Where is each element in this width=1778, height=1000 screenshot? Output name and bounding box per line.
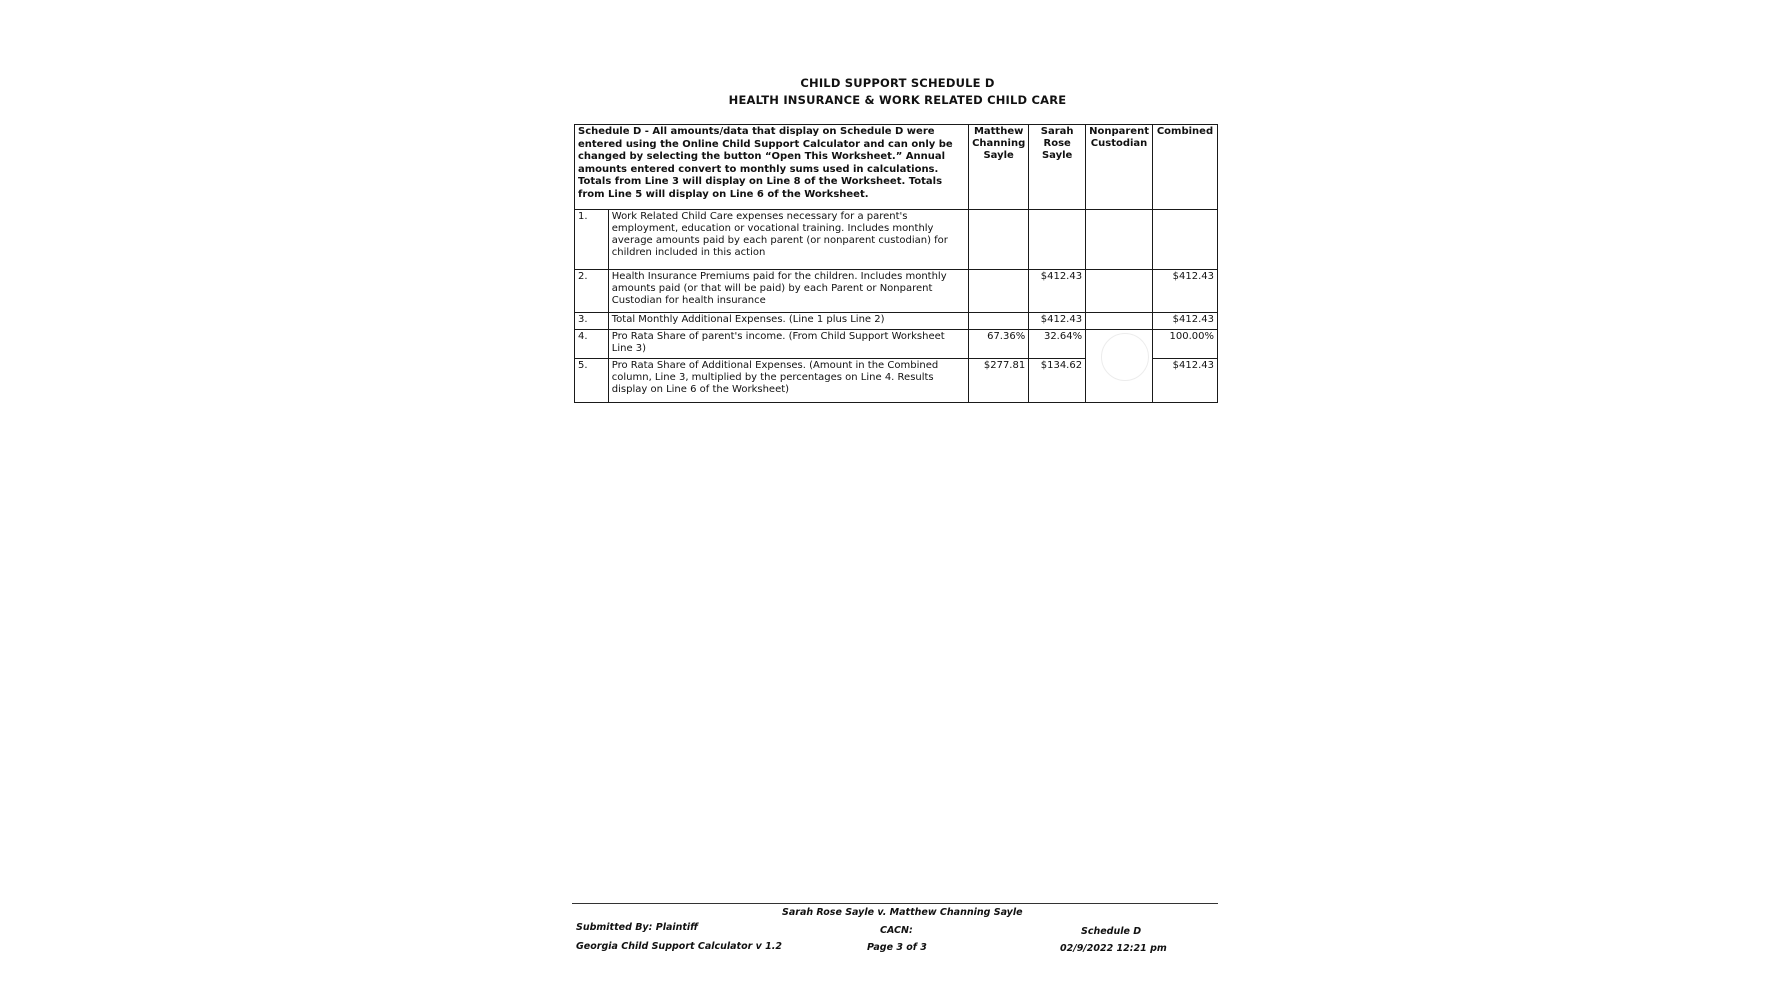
footer-cacn: CACN: xyxy=(880,925,913,936)
footer-page-number: Page 3 of 3 xyxy=(867,942,927,953)
combined-value: 100.00% xyxy=(1152,330,1217,359)
table-row xyxy=(575,330,1218,359)
matthew-value xyxy=(969,313,1029,330)
matthew-value xyxy=(969,210,1029,270)
document-subtitle: HEALTH INSURANCE & WORK RELATED CHILD CARE xyxy=(728,93,1067,107)
faint-seal-icon xyxy=(1101,333,1149,381)
table-row xyxy=(575,210,1218,270)
matthew-value: $277.81 xyxy=(969,359,1029,403)
sarah-value: $134.62 xyxy=(1029,359,1086,403)
line-description: Total Monthly Additional Expenses. (Line 1 plus Line 2) xyxy=(608,313,968,330)
footer-case-caption: Sarah Rose Sayle v. Matthew Channing Sayle xyxy=(782,907,1023,918)
line-number: 2. xyxy=(575,270,609,313)
footer-timestamp: 02/9/2022 12:21 pm xyxy=(1060,943,1167,954)
sarah-value xyxy=(1029,210,1086,270)
schedule-intro-text: Schedule D - All amounts/data that display on Schedule D were entered using the Online Child Support Calculator and can only be changed by selecting the button “Open This Worksheet.” Annual amounts entered convert to monthly sums used in calculations. Totals from Line 3 will display on Line 8 of the Worksheet. Totals from Line 5 will display on Line 6 of the Worksheet. xyxy=(575,125,969,210)
line-number: 4. xyxy=(575,330,609,359)
combined-value xyxy=(1152,210,1217,270)
line-number: 3. xyxy=(575,313,609,330)
column-header-combined: Combined xyxy=(1152,125,1217,210)
table-row xyxy=(575,313,1218,330)
sarah-value: $412.43 xyxy=(1029,270,1086,313)
nonparent-value xyxy=(1086,210,1153,270)
line-description: Health Insurance Premiums paid for the children. Includes monthly amounts paid (or that will be paid) by each Parent or Nonparent Custodian for health insurance xyxy=(608,270,968,313)
column-header-sarah: Sarah Rose Sayle xyxy=(1029,125,1086,210)
document-title: CHILD SUPPORT SCHEDULE D xyxy=(800,76,995,90)
footer-divider xyxy=(572,903,1218,904)
footer-schedule: Schedule D xyxy=(1081,926,1142,937)
line-number: 1. xyxy=(575,210,609,270)
matthew-value xyxy=(969,270,1029,313)
table-row xyxy=(575,270,1218,313)
matthew-value: 67.36% xyxy=(969,330,1029,359)
line-description: Pro Rata Share of parent's income. (From Child Support Worksheet Line 3) xyxy=(608,330,968,359)
nonparent-value xyxy=(1086,270,1153,313)
sarah-value: $412.43 xyxy=(1029,313,1086,330)
line-description: Work Related Child Care expenses necessary for a parent's employment, education or vocational training. Includes monthly average amounts paid by each parent (or nonparent custodian) for children included in this action xyxy=(608,210,968,270)
table-header-row xyxy=(575,125,1218,210)
sarah-value: 32.64% xyxy=(1029,330,1086,359)
footer-submitted-by: Submitted By: Plaintiff xyxy=(576,922,699,933)
line-number: 5. xyxy=(575,359,609,403)
combined-value: $412.43 xyxy=(1152,359,1217,403)
nonparent-value xyxy=(1086,330,1153,403)
schedule-d-table xyxy=(574,124,1218,403)
column-header-matthew: Matthew Channing Sayle xyxy=(969,125,1029,210)
combined-value: $412.43 xyxy=(1152,313,1217,330)
combined-value: $412.43 xyxy=(1152,270,1217,313)
line-description: Pro Rata Share of Additional Expenses. (Amount in the Combined column, Line 3, multiplied by the percentages on Line 4. Results display on Line 6 of the Worksheet) xyxy=(608,359,968,403)
footer-calculator-version: Georgia Child Support Calculator v 1.2 xyxy=(576,941,782,952)
column-header-nonparent: Nonparent Custodian xyxy=(1086,125,1153,210)
nonparent-value xyxy=(1086,313,1153,330)
